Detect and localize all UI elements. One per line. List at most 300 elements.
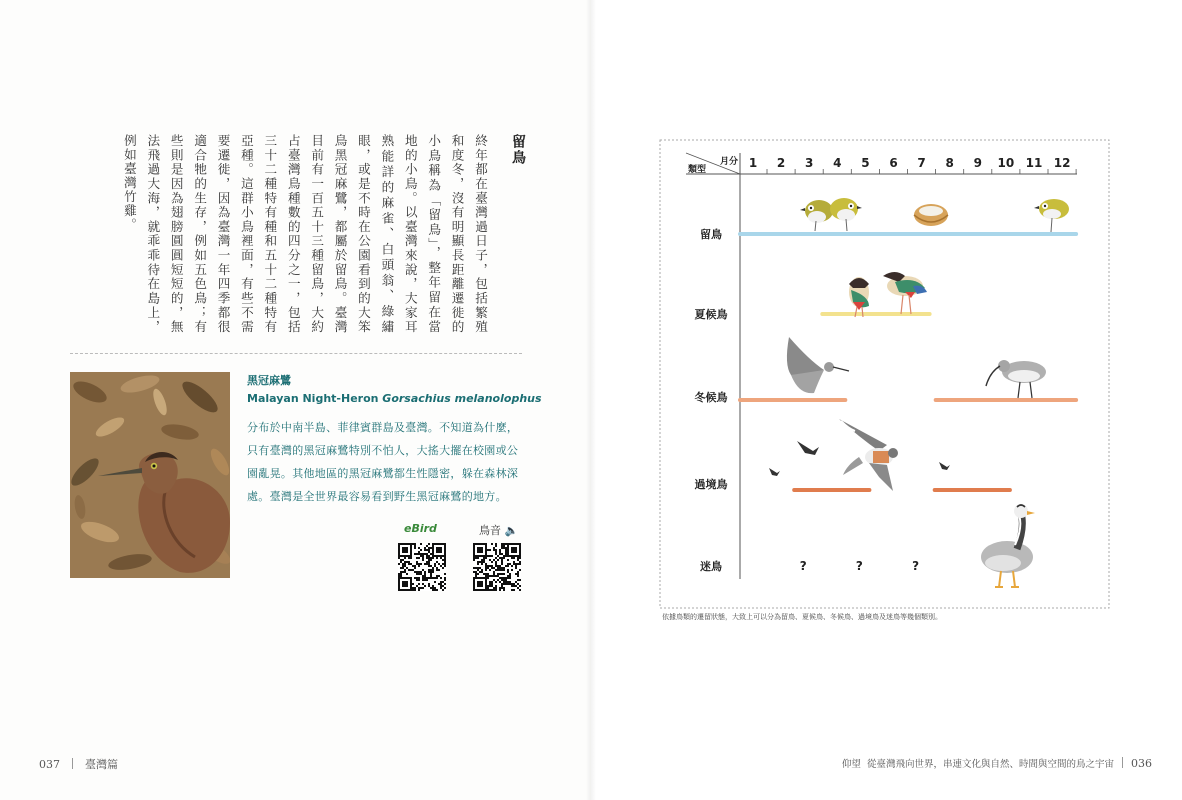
qr-module xyxy=(493,579,495,581)
qr-module xyxy=(418,551,420,553)
qr-module xyxy=(414,589,416,591)
qr-module xyxy=(493,547,495,549)
qr-module xyxy=(414,577,416,579)
qr-module xyxy=(487,577,489,579)
qr-module xyxy=(438,569,440,571)
qr-module xyxy=(436,577,438,579)
qr-module xyxy=(410,563,412,565)
qr-module xyxy=(495,543,497,545)
qr-module xyxy=(414,547,416,549)
qr-module xyxy=(430,559,432,561)
qr-module xyxy=(511,569,513,571)
qr-module xyxy=(426,557,428,559)
qr-module xyxy=(420,549,422,551)
footer-right xyxy=(842,756,1152,770)
qr-module xyxy=(497,567,499,569)
qr-module xyxy=(420,555,422,557)
month-tick-label: 2 xyxy=(776,156,786,170)
month-tick-label: 5 xyxy=(861,156,870,170)
qr-module xyxy=(428,565,430,567)
qr-module xyxy=(420,553,422,555)
qr-module xyxy=(410,569,412,571)
qr-module xyxy=(424,575,426,577)
qr-module xyxy=(517,587,519,589)
qr-module xyxy=(402,559,404,561)
qr-module xyxy=(485,557,487,559)
qr-module xyxy=(434,563,436,565)
month-tick-label: 9 xyxy=(973,156,982,170)
qr-module xyxy=(428,561,430,563)
qr-module xyxy=(499,587,501,589)
resident-bird-illustrations xyxy=(800,198,1069,232)
qr-module xyxy=(501,587,503,589)
month-tick-label: 3 xyxy=(805,156,814,170)
qr-module xyxy=(501,577,503,579)
qr-module xyxy=(507,569,509,571)
qr-module xyxy=(501,543,503,545)
qr-finder-center xyxy=(436,547,442,553)
question-mark: ? xyxy=(855,559,863,573)
qr-module xyxy=(422,579,424,581)
qr-module xyxy=(434,565,436,567)
bird-nest-icon xyxy=(914,204,948,226)
main-text-block xyxy=(88,134,528,349)
qr-module xyxy=(489,559,491,561)
qr-module xyxy=(418,547,420,549)
qr-module xyxy=(408,561,410,563)
qr-module xyxy=(428,583,430,585)
qr-module xyxy=(414,553,416,555)
qr-module xyxy=(404,561,406,563)
qr-module xyxy=(408,557,410,559)
qr-module xyxy=(418,571,420,573)
qr-module xyxy=(489,565,491,567)
sound-qr-code[interactable] xyxy=(473,543,521,591)
qr-module xyxy=(505,555,507,557)
qr-module xyxy=(416,557,418,559)
swift-icon xyxy=(769,468,780,476)
qr-module xyxy=(404,569,406,571)
qr-module xyxy=(495,561,497,563)
qr-module xyxy=(477,567,479,569)
qr-module xyxy=(422,583,424,585)
qr-module xyxy=(481,561,483,563)
qr-module xyxy=(509,575,511,577)
qr-module xyxy=(493,549,495,551)
qr-module xyxy=(517,575,519,577)
qr-module xyxy=(515,581,517,583)
qr-module xyxy=(501,579,503,581)
pitta-icon xyxy=(849,277,869,317)
qr-module xyxy=(434,581,436,583)
qr-module xyxy=(432,571,434,573)
qr-module xyxy=(503,577,505,579)
qr-module xyxy=(442,559,444,561)
month-tick-label: 6 xyxy=(889,156,898,170)
qr-module xyxy=(519,557,521,559)
qr-module xyxy=(503,579,505,581)
qr-module xyxy=(501,557,503,559)
swift-icon xyxy=(797,441,819,455)
book-author: 仰望 xyxy=(841,759,861,770)
qr-module xyxy=(440,581,442,583)
qr-module xyxy=(398,575,400,577)
qr-module xyxy=(491,583,493,585)
qr-module xyxy=(444,573,446,575)
night-heron-photo xyxy=(70,372,230,578)
qr-module xyxy=(416,563,418,565)
qr-module xyxy=(406,573,408,575)
qr-module xyxy=(416,571,418,573)
qr-module xyxy=(515,567,517,569)
qr-module xyxy=(434,589,436,591)
qr-module xyxy=(428,551,430,553)
qr-module xyxy=(418,573,420,575)
qr-module xyxy=(444,577,446,579)
qr-module xyxy=(475,575,477,577)
qr-module xyxy=(503,589,505,591)
qr-module xyxy=(499,557,501,559)
qr-module xyxy=(509,573,511,575)
qr-module xyxy=(404,571,406,573)
winter-visitor-illustrations xyxy=(787,337,1046,398)
qr-module xyxy=(412,569,414,571)
sound-label-text: 鳥音 xyxy=(479,524,501,537)
qr-module xyxy=(416,553,418,555)
qr-module xyxy=(432,585,434,587)
species-name-en xyxy=(247,392,542,405)
qr-module xyxy=(497,565,499,567)
qr-module xyxy=(505,543,507,545)
species-common-name: Malayan Night-Heron xyxy=(247,392,383,405)
qr-module xyxy=(493,567,495,569)
qr-module xyxy=(473,559,475,561)
qr-module xyxy=(412,589,414,591)
qr-module xyxy=(428,559,430,561)
qr-module xyxy=(440,557,442,559)
qr-module xyxy=(414,587,416,589)
swift-icon xyxy=(939,462,950,470)
qr-module xyxy=(515,563,517,565)
qr-module xyxy=(503,557,505,559)
month-tick-label: 12 xyxy=(1053,156,1071,170)
species-name-zh: 黑冠麻鷺 xyxy=(247,374,291,387)
qr-module xyxy=(509,581,511,583)
month-tick-label: 11 xyxy=(1025,156,1043,170)
qr-module xyxy=(414,565,416,567)
qr-module xyxy=(491,581,493,583)
qr-module xyxy=(497,569,499,571)
qr-module xyxy=(507,583,509,585)
qr-finder-center xyxy=(402,581,408,587)
qr-module xyxy=(509,563,511,565)
qr-module xyxy=(499,569,501,571)
qr-module xyxy=(428,585,430,587)
qr-module xyxy=(493,559,495,561)
qr-module xyxy=(440,583,442,585)
qr-module xyxy=(495,557,497,559)
qr-module xyxy=(418,565,420,567)
qr-module xyxy=(416,579,418,581)
qr-module xyxy=(477,561,479,563)
qr-module xyxy=(489,575,491,577)
vagrant-illustration xyxy=(981,504,1035,587)
qr-module xyxy=(505,581,507,583)
qr-module xyxy=(507,575,509,577)
qr-module xyxy=(436,557,438,559)
qr-module xyxy=(491,585,493,587)
qr-module xyxy=(519,569,521,571)
qr-module xyxy=(489,555,491,557)
qr-module xyxy=(477,569,479,571)
white-eye-icon xyxy=(800,200,833,231)
qr-module xyxy=(499,577,501,579)
qr-module xyxy=(509,577,511,579)
qr-module xyxy=(428,571,430,573)
qr-module xyxy=(477,573,479,575)
qr-module xyxy=(497,575,499,577)
qr-module xyxy=(424,553,426,555)
qr-module xyxy=(400,571,402,573)
qr-module xyxy=(501,545,503,547)
qr-module xyxy=(493,575,495,577)
row-label: 留鳥 xyxy=(700,228,722,241)
body-paragraph: 終年都在臺灣過日子，包括繁殖和度冬，沒有明顯長距離遷徙的小鳥稱為「留鳥」，整年留在當地的小鳥。以臺灣來說，大家耳熟能詳的麻雀、白頭翁、綠繡眼，或是不時在公園看到的大笨鳥黑冠麻鷺，都屬於留鳥。臺灣目前有一百五十三種留鳥，大約占臺灣鳥種數的四分之一，包括三十二種特有種和五十二種特有亞種。這群小鳥裡面，有些不需要遷徙，因為臺灣一年四季都很適合牠的生存，例如五色鳥；有些則是因為翅膀圓圓短短的，無法飛過大海，就乖乖待在島上，例如臺灣竹雞。 xyxy=(121,134,488,334)
qr-module xyxy=(489,569,491,571)
qr-module xyxy=(426,553,428,555)
migration-status-chart xyxy=(659,139,1110,609)
qr-module xyxy=(501,583,503,585)
qr-module xyxy=(513,585,515,587)
qr-module xyxy=(430,565,432,567)
qr-module xyxy=(487,549,489,551)
qr-module xyxy=(497,559,499,561)
qr-module xyxy=(487,567,489,569)
qr-module xyxy=(487,587,489,589)
qr-module xyxy=(442,585,444,587)
qr-module xyxy=(436,569,438,571)
qr-module xyxy=(487,565,489,567)
qr-module xyxy=(505,549,507,551)
qr-module xyxy=(430,557,432,559)
qr-module xyxy=(473,567,475,569)
qr-module xyxy=(424,573,426,575)
qr-module xyxy=(438,575,440,577)
qr-module xyxy=(489,585,491,587)
qr-module xyxy=(428,557,430,559)
qr-module xyxy=(418,589,420,591)
footer-separator xyxy=(1122,757,1123,768)
qr-module xyxy=(505,579,507,581)
species-description: 分布於中南半島、菲律賓群島及臺灣。不知道為什麼，只有臺灣的黑冠麻鷺特別不怕人，大搖大擺在校園或公園亂晃。其他地區的黑冠麻鷺都生性隱密，躲在森林深處。臺灣是全世界最容易看到野生黑冠麻鷺的地方。 xyxy=(247,421,519,503)
qr-module xyxy=(501,563,503,565)
qr-module xyxy=(430,547,432,549)
qr-module xyxy=(428,543,430,545)
qr-finder-center xyxy=(477,547,483,553)
bar-headed-goose-icon xyxy=(981,504,1035,587)
qr-module xyxy=(422,587,424,589)
qr-module xyxy=(444,561,446,563)
qr-module xyxy=(497,555,499,557)
qr-module xyxy=(493,587,495,589)
qr-module xyxy=(491,589,493,591)
ebird-label: eBird xyxy=(404,522,437,535)
qr-module xyxy=(485,565,487,567)
qr-module xyxy=(418,583,420,585)
qr-module xyxy=(420,573,422,575)
qr-module xyxy=(503,545,505,547)
month-tick-label: 7 xyxy=(917,156,926,170)
white-eye-icon xyxy=(1034,199,1069,232)
qr-module xyxy=(422,577,424,579)
qr-module xyxy=(489,589,491,591)
qr-module xyxy=(519,561,521,563)
qr-module xyxy=(499,573,501,575)
qr-module xyxy=(414,571,416,573)
qr-module xyxy=(436,575,438,577)
question-marks xyxy=(800,559,919,573)
qr-module xyxy=(499,589,501,591)
qr-module xyxy=(420,587,422,589)
qr-module xyxy=(491,567,493,569)
qr-module xyxy=(515,585,517,587)
qr-module xyxy=(398,557,400,559)
qr-module xyxy=(499,551,501,553)
chart-caption: 依據鳥類的遷留狀態，大致上可以分為留鳥、夏候鳥、冬候鳥、過境鳥及迷鳥等幾個類別。 xyxy=(662,613,942,621)
left-page-number: 037 xyxy=(39,758,60,771)
qr-module xyxy=(511,557,513,559)
qr-module xyxy=(442,581,444,583)
qr-module xyxy=(410,557,412,559)
qr-module xyxy=(434,587,436,589)
qr-module xyxy=(402,567,404,569)
qr-module xyxy=(503,569,505,571)
qr-module xyxy=(406,561,408,563)
speaker-icon: 🔈 xyxy=(504,524,519,537)
qr-module xyxy=(398,563,400,565)
qr-module xyxy=(483,573,485,575)
qr-module xyxy=(402,565,404,567)
qr-module xyxy=(495,581,497,583)
qr-module xyxy=(430,571,432,573)
qr-module xyxy=(507,563,509,565)
qr-module xyxy=(507,577,509,579)
qr-module xyxy=(479,571,481,573)
sound-label xyxy=(479,522,518,538)
qr-module xyxy=(479,561,481,563)
qr-module xyxy=(422,569,424,571)
qr-module xyxy=(418,557,420,559)
qr-module xyxy=(491,555,493,557)
qr-module xyxy=(473,557,475,559)
qr-module xyxy=(513,589,515,591)
qr-module xyxy=(436,567,438,569)
qr-module xyxy=(511,583,513,585)
qr-module xyxy=(422,557,424,559)
row-label: 夏候鳥 xyxy=(694,308,728,321)
qr-module xyxy=(503,583,505,585)
qr-module xyxy=(479,567,481,569)
qr-module xyxy=(416,577,418,579)
qr-module xyxy=(511,585,513,587)
qr-module xyxy=(434,577,436,579)
qr-module xyxy=(418,579,420,581)
qr-module xyxy=(406,567,408,569)
qr-module xyxy=(501,547,503,549)
qr-module xyxy=(501,567,503,569)
qr-module xyxy=(420,563,422,565)
qr-module xyxy=(424,549,426,551)
qr-module xyxy=(424,571,426,573)
ebird-qr-code[interactable] xyxy=(398,543,446,591)
qr-module xyxy=(416,585,418,587)
qr-module xyxy=(436,589,438,591)
qr-module xyxy=(438,563,440,565)
qr-module xyxy=(505,565,507,567)
book-subtitle: 從臺灣飛向世界，串連文化與自然、時間與空間的鳥之宇宙 xyxy=(866,759,1114,770)
qr-module xyxy=(426,555,428,557)
qr-module xyxy=(489,581,491,583)
qr-module xyxy=(505,547,507,549)
qr-module xyxy=(404,557,406,559)
qr-module xyxy=(487,589,489,591)
qr-module xyxy=(428,549,430,551)
month-tick-label: 4 xyxy=(833,156,842,170)
pitta-icon xyxy=(883,272,927,314)
qr-module xyxy=(444,579,446,581)
qr-module xyxy=(442,567,444,569)
qr-module xyxy=(444,587,446,589)
qr-module xyxy=(497,579,499,581)
qr-module xyxy=(418,553,420,555)
qr-module xyxy=(501,569,503,571)
qr-module xyxy=(432,577,434,579)
row-label: 迷鳥 xyxy=(700,560,722,573)
footer-left xyxy=(39,756,118,772)
section-heading: 留鳥 xyxy=(510,134,526,166)
qr-module xyxy=(430,577,432,579)
qr-module xyxy=(483,561,485,563)
qr-module xyxy=(515,565,517,567)
qr-module xyxy=(422,555,424,557)
qr-module xyxy=(501,561,503,563)
qr-module xyxy=(400,561,402,563)
qr-module xyxy=(501,559,503,561)
qr-module xyxy=(428,563,430,565)
qr-module xyxy=(430,573,432,575)
qr-module xyxy=(477,563,479,565)
qr-module xyxy=(432,557,434,559)
qr-finder-center xyxy=(477,581,483,587)
white-eye-icon xyxy=(830,198,862,231)
qr-module xyxy=(507,559,509,561)
qr-module xyxy=(418,563,420,565)
qr-module xyxy=(519,589,521,591)
qr-module xyxy=(519,563,521,565)
qr-module xyxy=(408,569,410,571)
qr-module xyxy=(499,549,501,551)
qr-module xyxy=(428,577,430,579)
qr-module xyxy=(424,577,426,579)
qr-module xyxy=(414,543,416,545)
qr-module xyxy=(430,575,432,577)
qr-finder-center xyxy=(402,547,408,553)
qr-module xyxy=(501,585,503,587)
qr-module xyxy=(412,565,414,567)
qr-module xyxy=(507,571,509,573)
qr-module xyxy=(424,579,426,581)
qr-module xyxy=(491,575,493,577)
